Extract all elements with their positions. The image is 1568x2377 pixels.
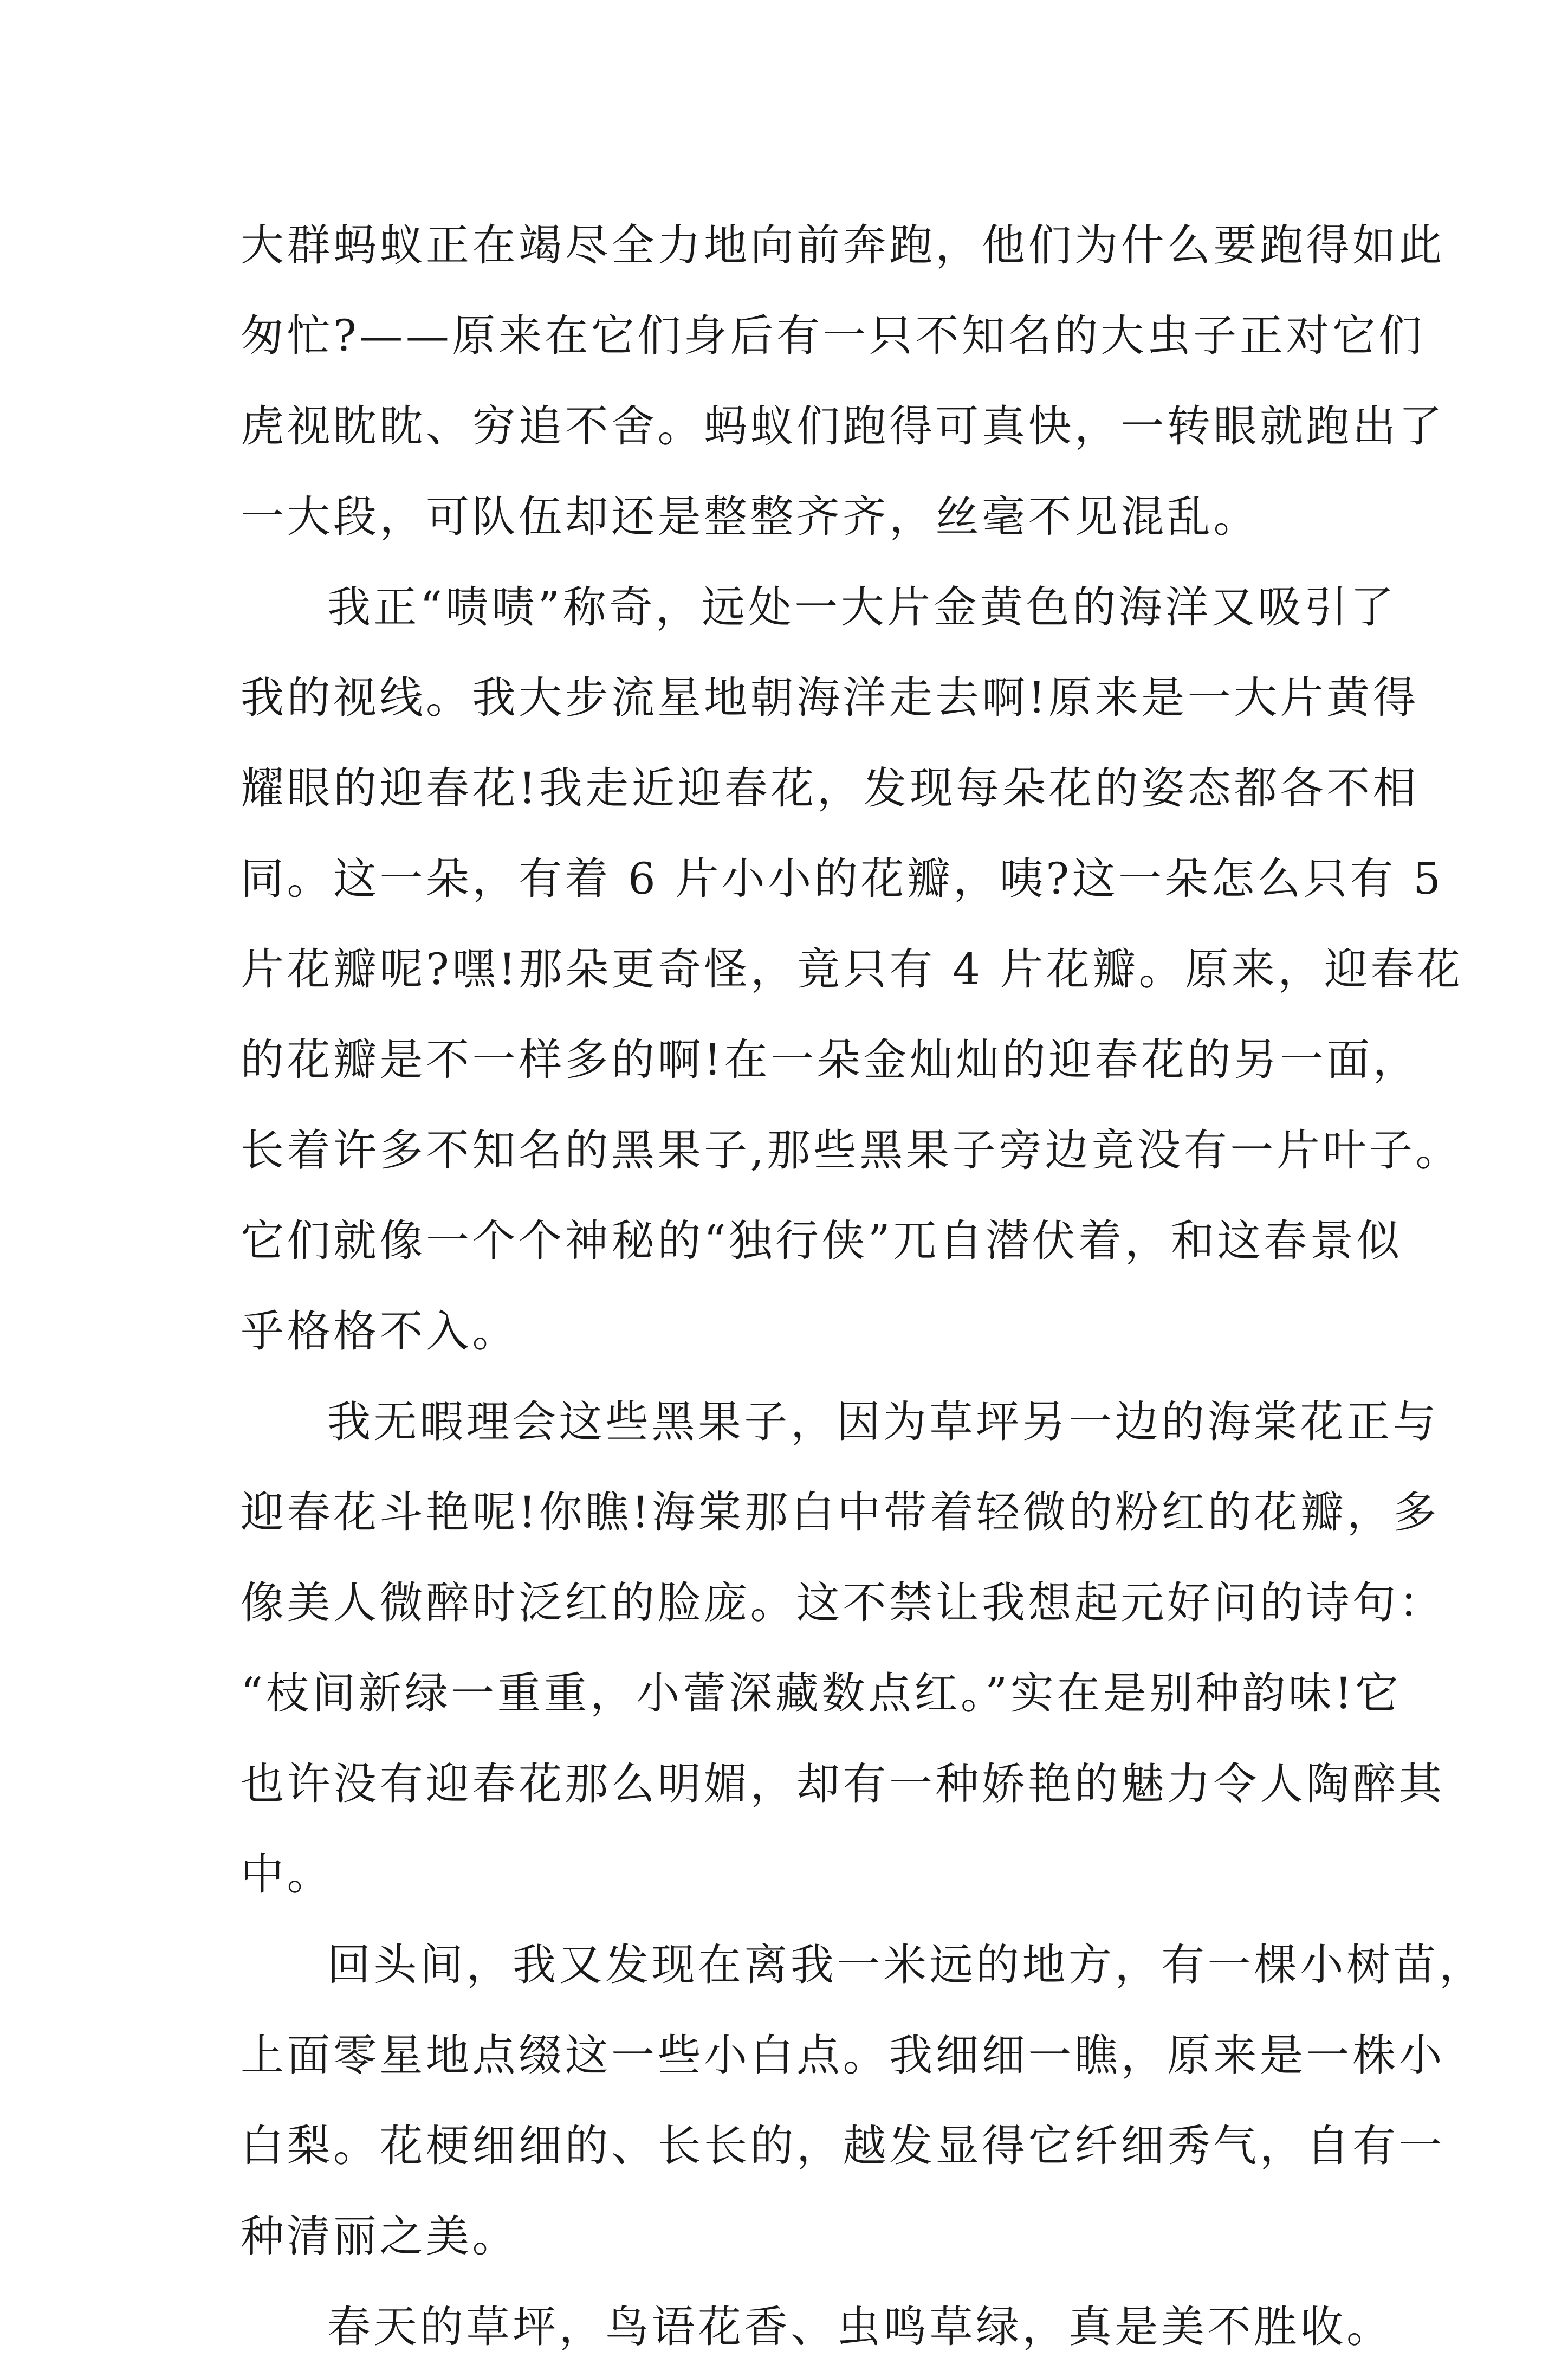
text-line: 匆忙?——原来在它们身后有一只不知名的大虫子正对它们	[241, 311, 1425, 361]
text-line: 种清丽之美。	[241, 2211, 519, 2262]
text-line: 白梨。花梗细细的、长长的，越发显得它纤细秀气，自有一	[241, 2121, 1445, 2171]
text-line: 乎格格不入。	[241, 1306, 519, 1357]
text-line: 中。	[241, 1849, 333, 1900]
text-line: 耀眼的迎春花!我走近迎春花，发现每朵花的姿态都各不相	[241, 763, 1420, 813]
text-line: 我的视线。我大步流星地朝海洋走去啊!原来是一大片黄得	[241, 673, 1420, 723]
text-line: 的花瓣是不一样多的啊!在一朵金灿灿的迎春花的另一面，	[241, 1035, 1420, 1085]
text-line: 一大段，可队伍却还是整整齐齐，丝毫不见混乱。	[241, 492, 1260, 542]
text-line: 大群蚂蚁正在竭尽全力地向前奔跑，他们为什么要跑得如此	[241, 220, 1445, 270]
text-line: 片花瓣呢?嘿!那朵更奇怪，竟只有 4 片花瓣。原来，迎春花	[241, 944, 1463, 994]
text-line: 像美人微醉时泛红的脸庞。这不禁让我想起元好问的诗句：	[241, 1578, 1445, 1628]
body-text	[241, 205, 1486, 2377]
text-line: 上面零星地点缀这一些小白点。我细细一瞧，原来是一株小	[241, 2030, 1445, 2081]
text-line: “枝间新绿一重重，小蕾深藏数点红。”实在是别种韵味!它	[241, 1668, 1402, 1719]
text-line: 迎春花斗艳呢!你瞧!海棠那白中带着轻微的粉红的花瓣，多	[241, 1487, 1440, 1538]
text-line: 同。这一朵，有着 6 片小小的花瓣，咦?这一朵怎么只有 5	[241, 854, 1444, 904]
text-line: 长着许多不知名的黑果子,那些黑果子旁边竟没有一片叶子。	[241, 1125, 1462, 1175]
text-line: 虎视眈眈、穷追不舍。蚂蚁们跑得可真快，一转眼就跑出了	[241, 401, 1445, 451]
paragraph-first-line: 我无暇理会这些黑果子，因为草坪另一边的海棠花正与	[327, 1397, 1439, 1447]
text-line: 也许没有迎春花那么明媚，却有一种娇艳的魅力令人陶醉其	[241, 1759, 1445, 1809]
paragraph-first-line: 我正“啧啧”称奇，远处一大片金黄色的海洋又吸引了	[327, 582, 1397, 632]
text-line: 它们就像一个个神秘的“独行侠”兀自潜伏着，和这春景似	[241, 1216, 1403, 1266]
paragraph-first-line: 回头间，我又发现在离我一米远的地方，有一棵小树苗，	[327, 1940, 1486, 1990]
paragraph-first-line: 春天的草坪，鸟语花香、虫鸣草绿，真是美不胜收。	[327, 2302, 1393, 2352]
